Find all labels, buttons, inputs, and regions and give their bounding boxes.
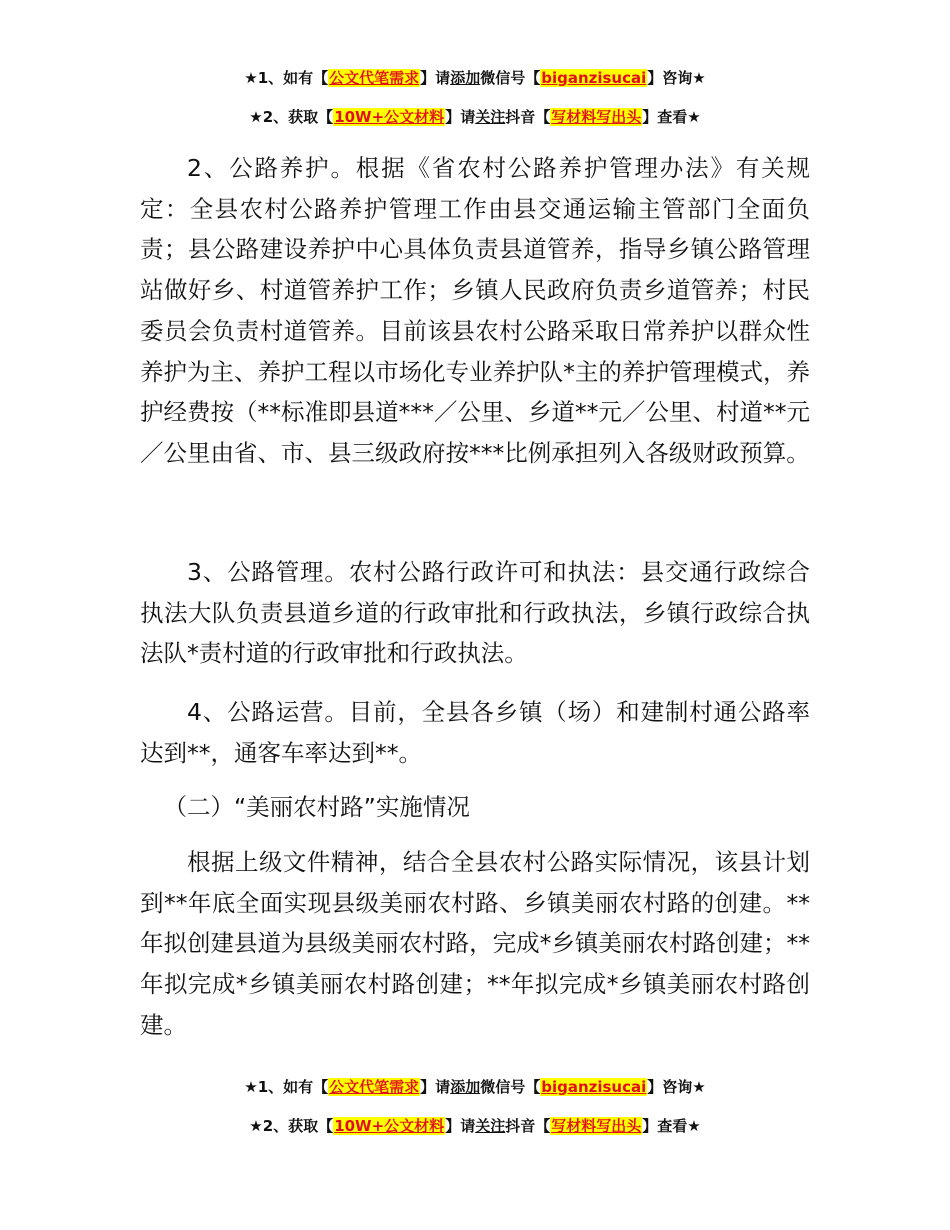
promo-highlight: 公文代笔需求 — [329, 1078, 420, 1096]
section-heading: （二）“美丽农村路”实施情况 — [163, 793, 470, 821]
top-banner-line-1: ★1、如有【公文代笔需求】请添加微信号【biganzisucai】咨询★ — [244, 69, 706, 87]
promo-highlight: 10W+公文材料 — [334, 108, 445, 126]
promo-highlight: 10W+公文材料 — [334, 1117, 445, 1135]
paragraph-road-management: 3、公路管理。农村公路行政许可和执法：县交通行政综合执法大队负责县道乡道的行政审批和行政执法，乡镇行政综合执法队*责村道的行政审批和行政执法。 — [140, 558, 810, 668]
paragraph-beautiful-roads: 根据上级文件精神，结合全县农村公路实际情况，该县计划到**年底全面实现县级美丽农村路、乡镇美丽农村路的创建。**年拟创建县道为县级美丽农村路，完成*乡镇美丽农村路创建；**年拟完成*乡镇美丽农村路创建；**年拟完成*乡镇美丽农村路创建。 — [140, 848, 810, 1039]
bottom-banner-line-2: ★2、获取【10W+公文材料】请关注抖音【写材料写出头】查看★ — [249, 1117, 701, 1135]
douyin-id-highlight: 写材料写出头 — [551, 108, 642, 126]
wechat-id-highlight: biganzisucai — [541, 1078, 647, 1096]
top-banner-line-2: ★2、获取【10W+公文材料】请关注抖音【写材料写出头】查看★ — [249, 108, 701, 126]
paragraph-road-operation: 4、公路运营。目前，全县各乡镇（场）和建制村通公路率达到**，通客车率达到**。 — [140, 698, 810, 767]
paragraph-road-maintenance: 2、公路养护。根据《省农村公路养护管理办法》有关规定：全县农村公路养护管理工作由县交通运输主管部门全面负责；县公路建设养护中心具体负责县道管养，指导乡镇公路管理站做好乡、村道管养护工作；乡镇人民政府负责乡道管养；村民委员会负责村道管养。目前该县农村公路采取日常养护以群众性养护为主、养护工程以市场化专业养护队*主的养护管理模式，养护经费按（**标准即县道***／公里、乡道**元／公里、村道**元／公里由省、市、县三级政府按***比例承担列入各级财政预算。 — [140, 154, 810, 467]
bottom-banner-line-1: ★1、如有【公文代笔需求】请添加微信号【biganzisucai】咨询★ — [244, 1078, 706, 1096]
wechat-id-highlight: biganzisucai — [541, 69, 647, 87]
promo-highlight: 公文代笔需求 — [329, 69, 420, 87]
douyin-id-highlight: 写材料写出头 — [551, 1117, 642, 1135]
